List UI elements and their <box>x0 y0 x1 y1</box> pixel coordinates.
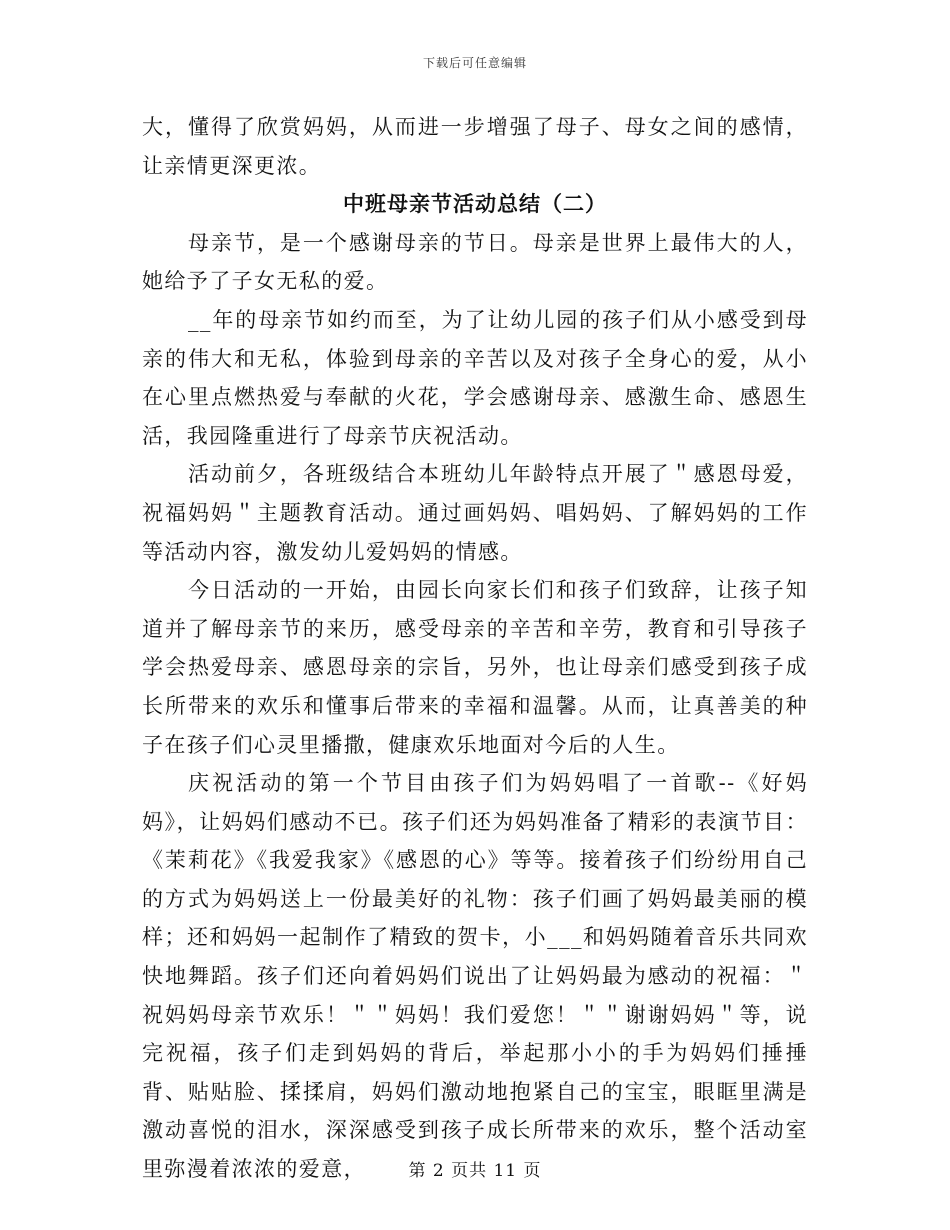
paragraph-1: 母亲节，是一个感谢母亲的节日。母亲是世界上最伟大的人，她给予了子女无私的爱。 <box>142 230 808 294</box>
header-note: 下载后可任意编辑 <box>422 56 527 70</box>
paragraph-3: 活动前夕，各班级结合本班幼儿年龄特点开展了＂感恩母爱，祝福妈妈＂主题教育活动。通过画妈妈、唱妈妈、了解妈妈的工作等活动内容，激发幼儿爱妈妈的情感。 <box>142 462 808 564</box>
page-number-footer: 第 2 页共 11 页 <box>408 1161 542 1181</box>
paragraph-2: __年的母亲节如约而至，为了让幼儿园的孩子们从小感受到母亲的伟大和无私，体验到母亲的辛苦以及对孩子全身心的爱，从小在心里点燃热爱与奉献的火花，学会感谢母亲、感激生命、感恩生活，我园隆重进行了母亲节庆祝活动。 <box>142 307 808 448</box>
continuation-paragraph: 大，懂得了欣赏妈妈，从而进一步增强了母子、母女之间的感情，让亲情更深更浓。 <box>142 115 808 178</box>
section-title: 中班母亲节活动总结（二） <box>343 192 607 217</box>
paragraph-4: 今日活动的一开始，由园长向家长们和孩子们致辞，让孩子知道并了解母亲节的来历，感受母亲的辛苦和辛劳，教育和引导孩子学会热爱母亲、感恩母亲的宗旨，另外，也让母亲们感受到孩子成长所带来的欢乐和懂事后带来的幸福和温馨。从而，让真善美的种子在孩子们心灵里播撒，健康欢乐地面对今后的人生。 <box>142 578 808 757</box>
document-body <box>142 108 808 1189</box>
paragraph-5: 庆祝活动的第一个节目由孩子们为妈妈唱了一首歌--《好妈妈》，让妈妈们感动不已。孩子们还为妈妈准备了精彩的表演节目：《茉莉花》《我爱我家》《感恩的心》等等。接着孩子们纷纷用自己的方式为妈妈送上一份最美好的礼物：孩子们画了妈妈最美丽的模样；还和妈妈一起制作了精致的贺卡，小___和妈妈随着音乐共同欢快地舞蹈。孩子们还向着妈妈们说出了让妈妈最为感动的祝福：＂祝妈妈母亲节欢乐！＂＂妈妈！我们爱您！＂＂谢谢妈妈＂等，说完祝福，孩子们走到妈妈的背后，举起那小小的手为妈妈们捶捶背、贴贴脸、揉揉肩，妈妈们激动地抱紧自己的宝宝，眼眶里满是激动喜悦的泪水，深深感受到孩子成长所带来的欢乐，整个活动室里弥漫着浓浓的爱意， <box>142 771 808 1182</box>
